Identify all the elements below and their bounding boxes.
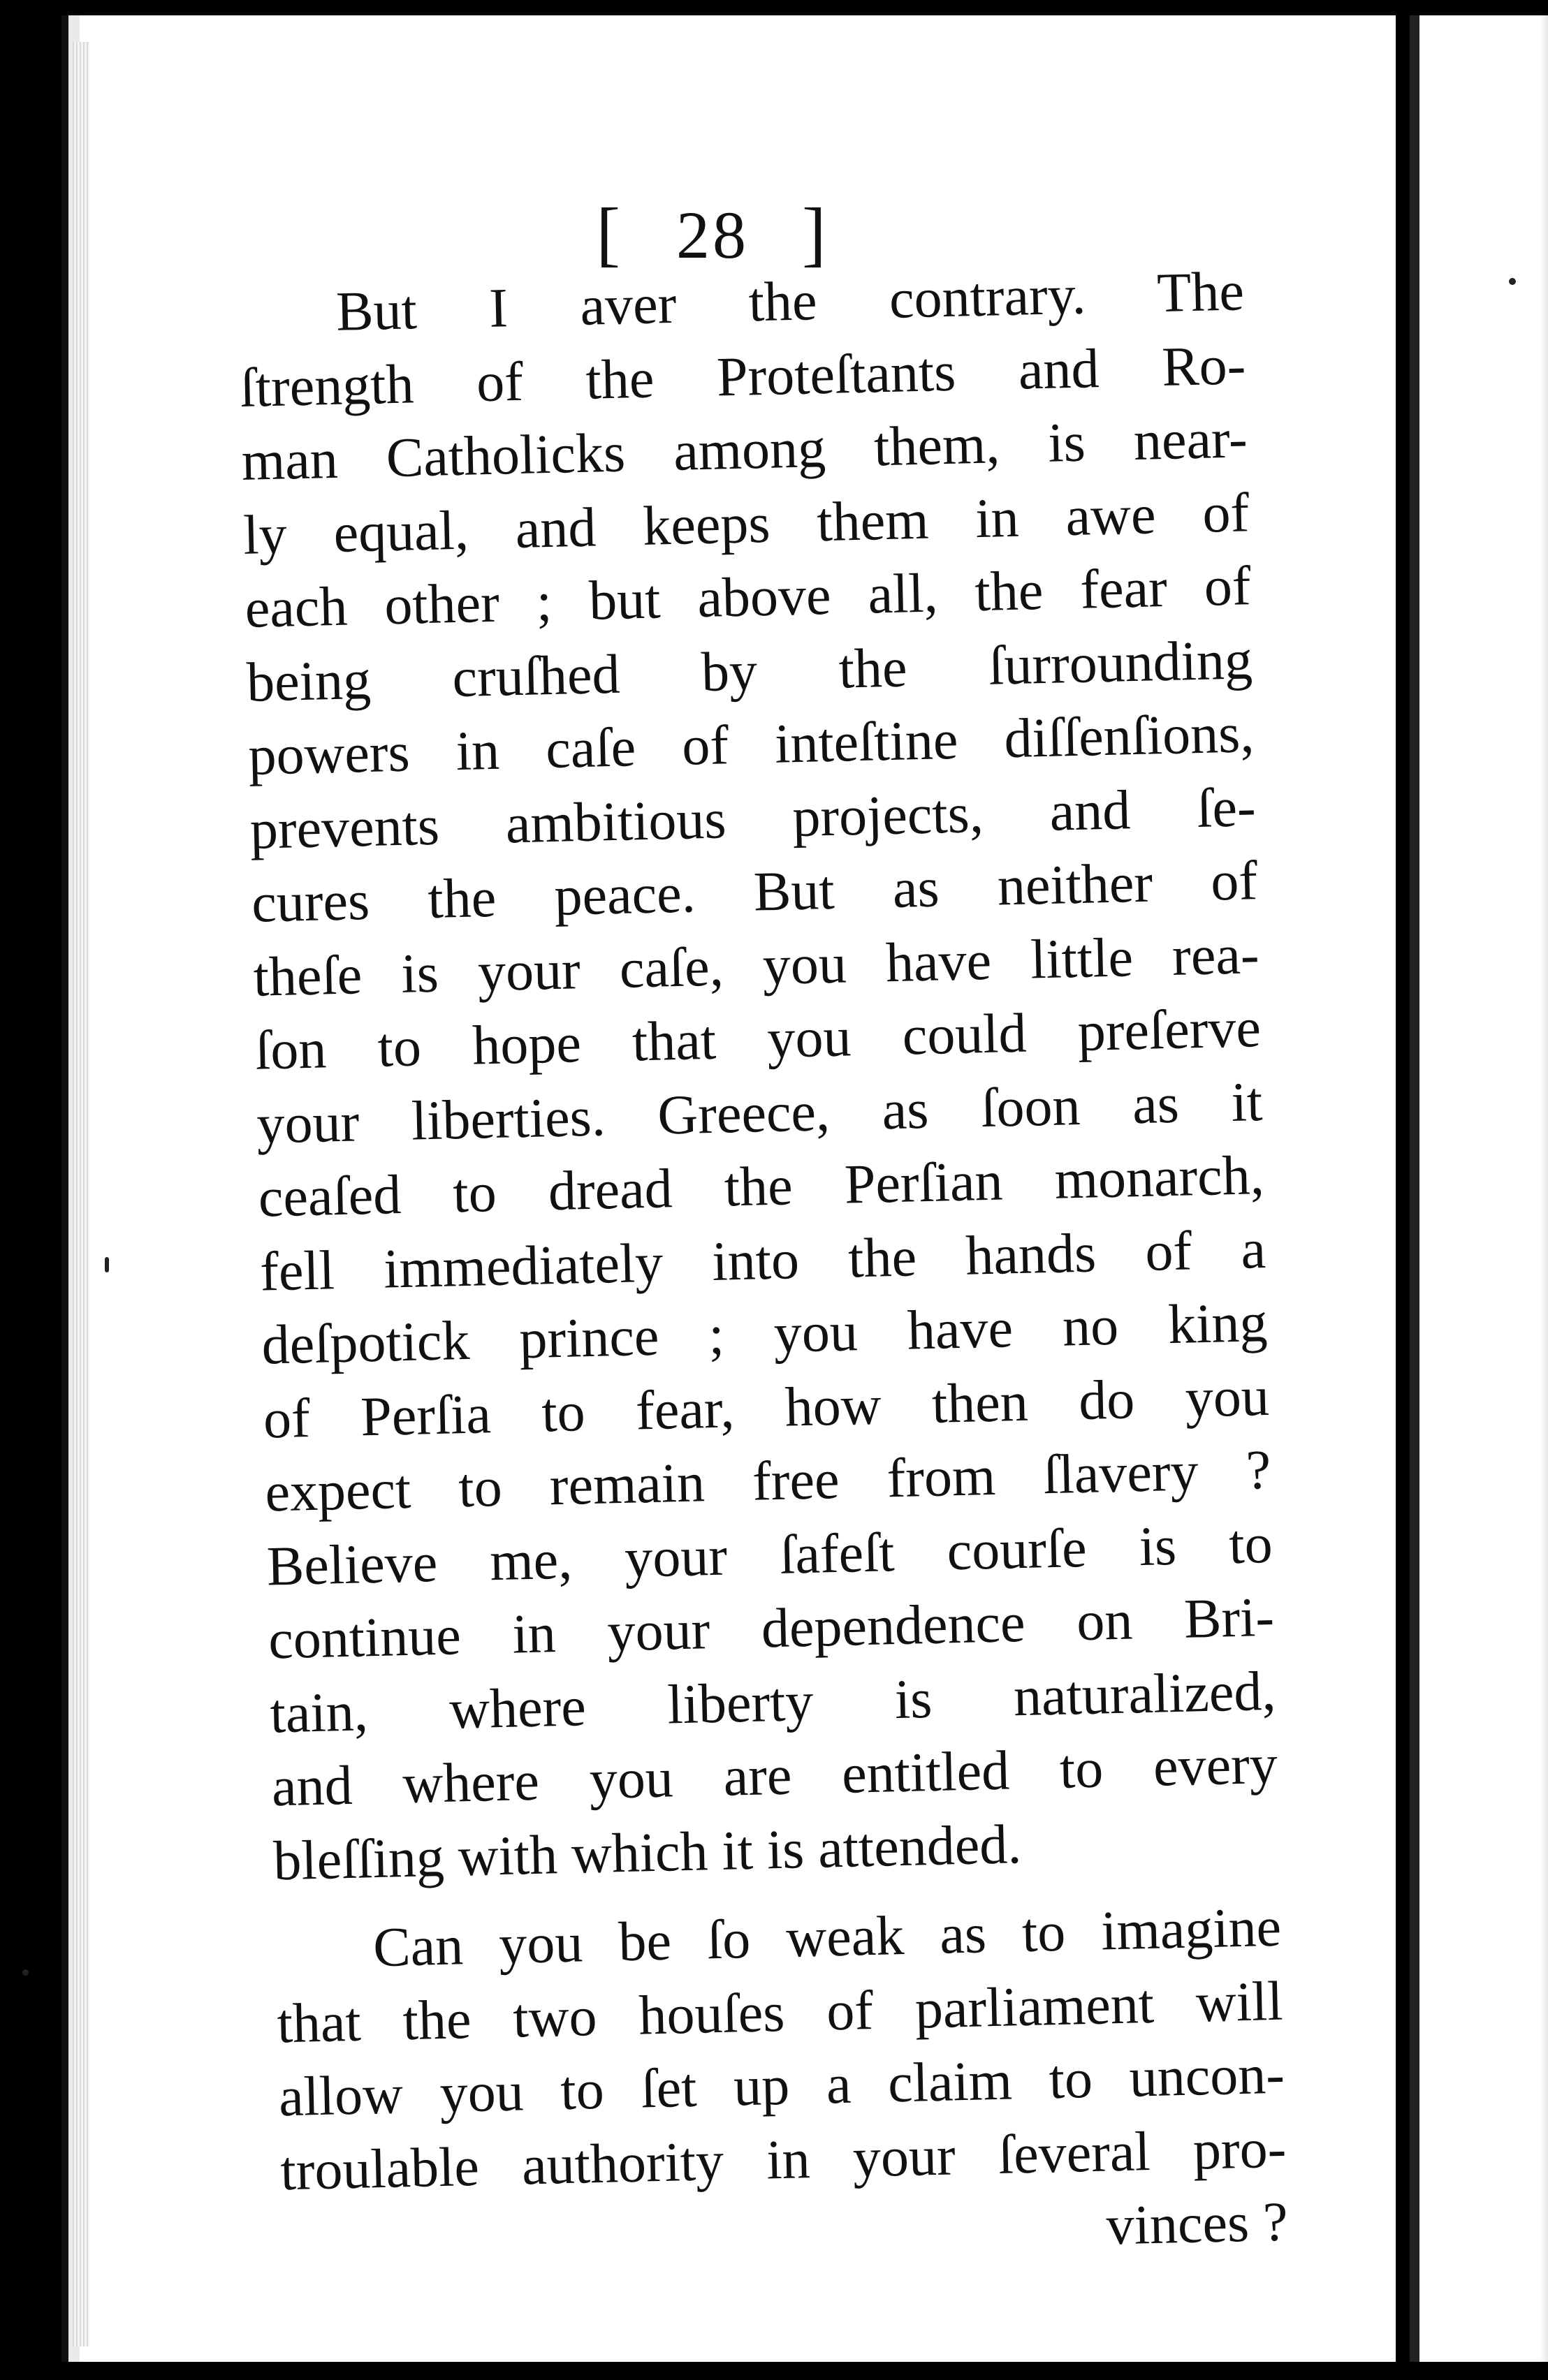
text-line: ſtrength of the Proteſtants and Ro- xyxy=(239,334,1247,419)
text-line: continue in your dependence on Bri- xyxy=(268,1586,1275,1671)
paragraph-2 xyxy=(275,1891,1289,2282)
text-line: deſpotick prince ; you have no king xyxy=(261,1291,1269,1376)
header-bracket-close: ] xyxy=(802,193,829,274)
text-line: that the two houſes of parliament will xyxy=(276,1970,1284,2055)
text-line: prevents ambitious projects, and ſe- xyxy=(249,776,1257,861)
page-header xyxy=(573,193,852,274)
text-line: ly equal, and keeps them in awe of xyxy=(242,481,1250,566)
text-line: being cruſhed by the ſurrounding xyxy=(246,629,1253,714)
text-line: powers in caſe of inteſtine diſſenſions, xyxy=(247,703,1255,787)
page-edge-shadow xyxy=(1540,15,1548,2362)
catchword: vinces ? xyxy=(1105,2191,1289,2257)
ink-speck xyxy=(105,1257,109,1272)
text-line: cures the peace. But as neither of xyxy=(251,850,1258,934)
body-text xyxy=(238,255,1289,2282)
text-line: But I aver the contrary. The xyxy=(335,260,1245,343)
paragraph-1 xyxy=(238,255,1280,1898)
text-line: theſe is your caſe, you have little rea- xyxy=(252,923,1260,1008)
text-line: expect to remain free from ſlavery ? xyxy=(264,1439,1272,1524)
text-line: ſon to hope that you could preſerve xyxy=(254,997,1262,1082)
text-line: each other ; but above all, the fear of xyxy=(244,555,1252,640)
text-line: tain, where liberty is naturalized, xyxy=(269,1660,1277,1744)
header-bracket-open: [ xyxy=(596,193,623,274)
text-line: man Catholicks among them, is near- xyxy=(240,408,1248,492)
text-line: fell immediately into the hands of a xyxy=(259,1218,1266,1303)
text-line: and where you are entitled to every xyxy=(271,1733,1278,1819)
facing-page-edge xyxy=(1410,15,1548,2362)
text-line: of Perſia to fear, how then do you xyxy=(263,1365,1270,1450)
text-line: bleſſing with which it is attended. xyxy=(272,1813,1023,1892)
ink-speck xyxy=(22,1969,29,1976)
page-number: 28 xyxy=(676,198,749,272)
text-line: your liberties. Greece, as ſoon as it xyxy=(256,1071,1264,1156)
text-line: allow you to ſet up a claim to uncon- xyxy=(278,2043,1285,2129)
text-line: Believe me, your ſafeſt courſe is to xyxy=(265,1513,1273,1598)
text-line: ceaſed to dread the Perſian monarch, xyxy=(257,1145,1265,1229)
ink-speck xyxy=(1509,278,1516,285)
page-gutter xyxy=(73,42,89,2346)
text-line: Can you be ſo weak as to imagine xyxy=(372,1896,1282,1979)
text-line: troulable authority in your ſeveral pro- xyxy=(279,2117,1287,2202)
